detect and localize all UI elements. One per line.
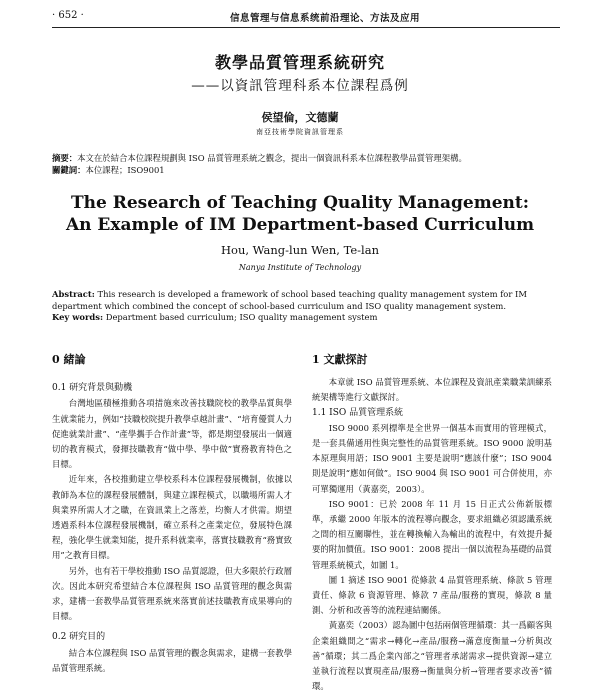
english-affiliation: Nanya Institute of Technology — [238, 263, 362, 272]
english-authors: Hou, Wang-lun Wen, Te-lan — [221, 243, 379, 257]
abstract-en-text: This research is developed a framework of school based teaching quality management system for IM department which combined the concept of school-based curriculum and ISO quality management system. — [52, 289, 527, 311]
english-title-line1: The Research of Teaching Quality Management: — [70, 193, 530, 213]
paragraph: 圖 1 摘述 ISO 9001 從條款 4 品質管理系統、條款 5 管理責任、條款 6 資源管理、條款 7 產品/服務的實現，條款 8 量測、分析和改善等的流程連結關係。 — [312, 574, 552, 616]
abstract-en-label: Abstract: — [52, 289, 95, 299]
subsection-heading-background: 0.1 研究背景與動機 — [52, 383, 133, 394]
paragraph: 另外，也有若干學校推動 ISO 品質認證，但大多限於行政層次。因此本研究希望結合本位課程與 ISO 品質管理的觀念與需求，建構一套教學品質管理系統來落實前述技職教育成果導向的目標。 — [52, 565, 292, 622]
chinese-abstract — [52, 152, 560, 176]
paragraph: 本章就 ISO 品質管理系統、本位課程及資訊產業職業訓練系統架構等進行文獻探討。 — [312, 377, 552, 403]
paragraph: ISO 9000 系列標準是全世界一個基本而實用的管理模式，是一套具備通用性與完整性的品質管理系統。ISO 9000 說明基本原理與用語；ISO 9001 主要是說明“應該什麼”；ISO 9004 則是說明“應如何做”。ISO 9004 與 ISO 9001 可合併使用，亦可單獨運用（黃嘉奕，2003）。 — [312, 422, 552, 494]
running-title: 信息管理与信息系统前沿理论、方法及应用 — [230, 13, 421, 24]
page-number: · 652 · — [52, 10, 84, 21]
right-column — [312, 352, 552, 694]
abstract-cn-label: 摘要： — [52, 153, 78, 163]
chinese-affiliation: 南亞技術學院資訊管理系 — [256, 128, 344, 136]
paragraph: ISO 9001：已於 2008 年 11 月 15 日正式公佈新版標準，承繼 2000 年版本的流程導向觀念，要求組織必須認識系統之間的相互關聯性，並在轉換輸入為輸出的流程中，有效提升擬要的附加價值。ISO 9001：2008 提出一個以流程為基礎的品質管理系統模式，如圖 1。 — [312, 498, 552, 570]
english-title-line2: An Example of IM Department-based Curriculum — [65, 215, 535, 235]
subsection-heading-purpose: 0.2 研究目的 — [52, 632, 106, 643]
keywords-cn-text: 本位課程；ISO9001 — [85, 165, 165, 175]
chinese-subtitle: ——以資訊管理科系本位課程爲例 — [191, 78, 409, 94]
abstract-cn-text: 本文在於結合本位課程規劃與 ISO 品質管理系統之觀念，提出一個資訊科系本位課程教學品質管理架構。 — [77, 153, 467, 163]
header-rule — [52, 27, 560, 28]
paragraph: 台灣地區積極推動各項措施來改善技職院校的教學品質與學生就業能力，例如“技職校院提升教學卓越計畫”、“培育優質人力促進就業計畫”、“產學攜手合作計畫”等，都是期望發展出一個適切的教育模式，發揮技職教育“做中學、學中做”實務教育特色之目標。 — [52, 398, 292, 470]
paragraph: 近年來，各校推動建立學校系科本位課程發展機制，依據以教師為本位的課程發展體制，與建立課程模式，以職場所需人才與業界所需人才之職，在資訊業上之落差，均衡人才供需。期望透過系科本位課程發展機制，確立系科之產業定位，發展特色課程，強化學生就業知能，提升系科就業率，落實技職教育“務實致用”之教育目標。 — [52, 474, 292, 561]
section-heading-literature: 1 文獻探討 — [312, 353, 368, 366]
paragraph: 黃嘉奕（2003）認為圖中包括兩個管理循環：其一爲顧客與企業組織間之“需求→轉化→產品/服務→滿意度衡量→分析與改善”循環；其二爲企業內部之“管理者承諾需求→提供資源→建立並執行流程以實現產品/服務→衡量與分析→管理者要求改善”循環。 — [312, 620, 552, 692]
keywords-en-text: Department based curriculum; ISO quality management system — [105, 312, 378, 322]
chinese-authors: 侯望倫，文德蘭 — [261, 111, 339, 124]
running-header — [52, 10, 560, 26]
paragraph: 結合本位課程與 ISO 品質管理的觀念與需求，建構一套教學品質管理系統。 — [52, 647, 292, 673]
chinese-title: 教學品質管理系統研究 — [214, 53, 385, 72]
subsection-heading-iso: 1.1 ISO 品質管理系統 — [312, 407, 404, 418]
keywords-en-label: Key words: — [52, 312, 104, 322]
section-heading-intro: 0 緒論 — [52, 353, 86, 366]
left-column — [52, 352, 292, 676]
keywords-cn-label: 關鍵詞： — [52, 165, 86, 175]
english-abstract — [52, 289, 560, 324]
